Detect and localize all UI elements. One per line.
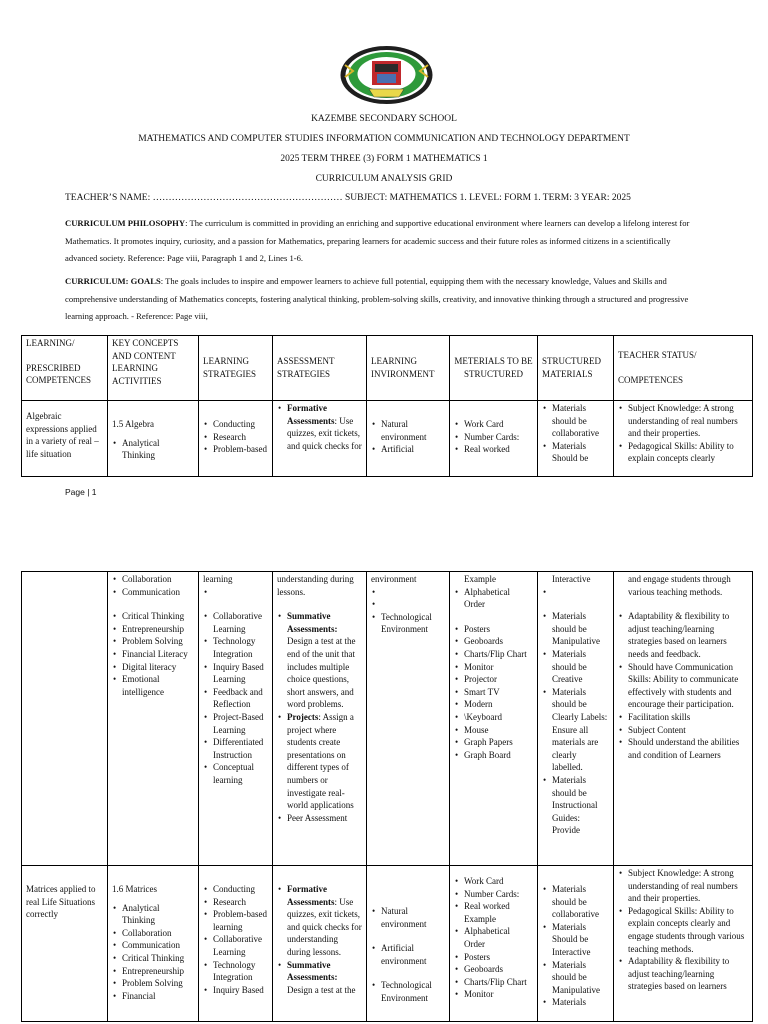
list-item: • Entrepreneurship: [122, 965, 194, 978]
list-item: • Adaptability & flexibility to adjust teaching/learning strategies based on learners needs and feedback.: [628, 610, 748, 660]
table-row: [22, 572, 753, 866]
list-item: • Research: [213, 431, 268, 444]
list-item: • Collaboration: [122, 573, 194, 586]
list-item: • \Keyboard: [464, 711, 533, 724]
department-name: MATHEMATICS AND COMPUTER STUDIES INFORMATION COMMUNICATION AND TECHNOLOGY DEPARTMENT: [138, 134, 630, 144]
term-heading: 2025 TERM THREE (3) FORM 1 MATHEMATICS 1: [280, 154, 488, 164]
list-item: • Pedagogical Skills: Ability to explain concepts clearly: [628, 440, 748, 465]
goals-text: : The goals includes to inspire and empower learners to achieve full potential, equipping them with the necessary knowledge, Values and Skills and comprehensive understanding of Mathematics concepts, fostering analytical thinking, problem-solving skills, creativity, and innovative thinking through a structured and progressive learning approach. - Reference: Page viii,: [65, 276, 689, 321]
school-crest-logo: [339, 45, 434, 105]
col-header-structured-materials: STRUCTURED MATERIALS: [538, 336, 614, 401]
concept-list: [112, 437, 194, 462]
list-item: • Subject Knowledge: A strong understanding of real numbers and their properties.: [628, 402, 748, 440]
assessment-list: [277, 883, 362, 996]
list-item: • Problem Solving: [122, 635, 194, 648]
concept-title: 1.6 Matrices: [112, 884, 157, 894]
list-item: • Charts/Flip Chart: [464, 648, 533, 661]
structured-list: [542, 402, 609, 465]
list-item: • Inquiry Based: [213, 984, 268, 997]
assessment-continued: understanding during lessons.: [277, 574, 354, 597]
list-item: [381, 598, 445, 611]
table-row: [22, 401, 753, 477]
competence-text: Algebraic expressions applied in a variety of real – life situation: [26, 411, 99, 459]
teacher-list: [618, 402, 748, 465]
curriculum-philosophy: [65, 215, 705, 268]
list-item: • Modern: [464, 698, 533, 711]
col-header-key-concepts: KEY CONCEPTS AND CONTENT LEARNING ACTIVITIES: [108, 336, 199, 401]
list-item: • Natural environment: [381, 905, 445, 930]
list-item: • Alphabetical Order: [464, 925, 533, 950]
list-item: • Conducting: [213, 418, 268, 431]
list-item: • Collaboration: [122, 927, 194, 940]
list-item: [213, 586, 268, 599]
list-item: • Conducting: [213, 883, 268, 896]
list-item: • Summative Assessments: Design a test at the: [287, 959, 362, 997]
list-item: • Emotional intelligence: [122, 673, 194, 698]
strategy-list: [203, 418, 268, 456]
environment-continued: environment: [371, 574, 417, 584]
list-item: • Technological Environment: [381, 979, 445, 1004]
materials-list: [454, 875, 533, 1001]
list-item: • Technology Integration: [213, 635, 268, 660]
list-item: • Problem Solving: [122, 977, 194, 990]
list-item: • Materials: [552, 996, 609, 1009]
col-header-assessment-strategies: ASSESSMENT STRATEGIES: [273, 336, 367, 401]
list-item: • Technological Environment: [381, 611, 445, 636]
col-header-materials: METERIALS TO BE STRUCTURED: [450, 336, 538, 401]
list-item: • Posters: [464, 951, 533, 964]
list-item: • Graph Board: [464, 749, 533, 762]
list-item: • Problem-based learning: [213, 908, 268, 933]
list-item: • Technology Integration: [213, 959, 268, 984]
col-header-teacher-status: TEACHER STATUS/ COMPETENCES: [614, 336, 753, 401]
goals-label: CURRICULUM: GOALS: [65, 276, 161, 286]
grid-header-row: [22, 336, 753, 401]
school-name: KAZEMBE SECONDARY SCHOOL: [311, 114, 457, 124]
list-item: • Feedback and Reflection: [213, 686, 268, 711]
curriculum-goals: [65, 273, 705, 326]
list-item: • Should understand the abilities and condition of Learners: [628, 736, 748, 761]
list-item: • Smart TV: [464, 686, 533, 699]
list-item: • Materials should be collaborative: [552, 883, 609, 921]
teacher-list: [618, 867, 748, 993]
list-item: • Collaborative Learning: [213, 610, 268, 635]
strategy-list: [203, 883, 268, 996]
list-item: • Problem-based: [213, 443, 268, 456]
list-item: • Conceptual learning: [213, 761, 268, 786]
list-item: • Communication: [122, 586, 194, 599]
strategy-continued: learning: [203, 574, 233, 584]
list-item: • Work Card: [464, 418, 533, 431]
assessment-list: [277, 610, 362, 824]
list-item: • Materials should be Clearly Labels: Ensure all materials are clearly labelled.: [552, 686, 609, 774]
structured-list: [542, 610, 609, 837]
col-header-learning-environment: LEARNING INVIRONMENT: [367, 336, 450, 401]
structured-list: [542, 883, 609, 1009]
list-item: • Summative Assessments: Design a test at the end of the unit that includes multiple choice questions, short answers, and word problems.: [287, 610, 362, 711]
concept-list: [112, 573, 194, 598]
concept-list: [112, 902, 194, 1003]
philosophy-text: : The curriculum is committed in providing an enriching and supportive educational environment where learners can develop a lifelong interest for Mathematics. It promotes inquiry, curiosity, and a passion for Mathematics, preparing learners for academic success and their future roles as informed citizens in a scientifically advanced society. Reference: Page viii, Paragraph 1 and 2, Lines 1-6.: [65, 218, 690, 263]
col-header-competences: LEARNING/ PRESCRIBED COMPETENCES: [22, 336, 108, 401]
list-item: • Differentiated Instruction: [213, 736, 268, 761]
list-item: • Number Cards:: [464, 888, 533, 901]
list-item: • Mouse: [464, 724, 533, 737]
list-item: • Real worked: [464, 443, 533, 456]
list-item: • Entrepreneurship: [122, 623, 194, 636]
list-item: • Artificial environment: [381, 942, 445, 967]
list-item: • Number Cards:: [464, 431, 533, 444]
curriculum-grid-page-two: [21, 571, 753, 1022]
concept-title: 1.5 Algebra: [112, 419, 154, 429]
list-item: • Work Card: [464, 875, 533, 888]
list-item: • Inquiry Based Learning: [213, 661, 268, 686]
list-item: • Subject Knowledge: A strong understanding of real numbers and their properties.: [628, 867, 748, 905]
list-item: • Formative Assessments: Use quizzes, exit tickets, and quick checks for: [287, 402, 362, 452]
materials-list: [454, 623, 533, 762]
list-item: • Formative Assessments: Use quizzes, exit tickets, and quick checks for understanding during lessons.: [287, 883, 362, 959]
list-item: • Pedagogical Skills: Ability to explain concepts clearly and engage students through various teaching methods.: [628, 905, 748, 955]
list-item: • Projector: [464, 673, 533, 686]
list-item: • Materials should be Manipulative: [552, 959, 609, 997]
list-item: • Research: [213, 896, 268, 909]
environment-list: [371, 611, 445, 636]
list-item: • Facilitation skills: [628, 711, 748, 724]
list-item: • Financial Literacy: [122, 648, 194, 661]
teacher-continued: and engage students through various teaching methods.: [628, 574, 731, 597]
list-item: • Artificial: [381, 443, 445, 456]
list-item: • Geoboards: [464, 635, 533, 648]
list-item: • Analytical Thinking: [122, 902, 194, 927]
environment-list: [371, 905, 445, 1005]
page-number: Page | 1: [65, 487, 97, 497]
table-row: [22, 866, 753, 1022]
environment-list: [371, 418, 445, 456]
list-item: • Collaborative Learning: [213, 933, 268, 958]
list-item: • Peer Assessment: [287, 812, 362, 825]
list-item: • Critical Thinking: [122, 952, 194, 965]
list-item: [381, 586, 445, 599]
materials-continued: Example: [464, 574, 496, 584]
list-item: • Materials should be Manipulative: [552, 610, 609, 648]
concept-list: [112, 610, 194, 698]
materials-list: [454, 418, 533, 456]
list-item: [552, 586, 609, 599]
list-item: • Subject Content: [628, 724, 748, 737]
list-item: • Digital literacy: [122, 661, 194, 674]
list-item: • Graph Papers: [464, 736, 533, 749]
list-item: • Materials Should be Interactive: [552, 921, 609, 959]
col-header-learning-strategies: LEARNING STRATEGIES: [199, 336, 273, 401]
list-item: • Should have Communication Skills: Ability to communicate effectively with students and encourage their participation.: [628, 661, 748, 711]
teacher-list: [618, 610, 748, 761]
list-item: • Financial: [122, 990, 194, 1003]
list-item: • Communication: [122, 939, 194, 952]
list-item: • Adaptability & flexibility to adjust teaching/learning strategies based on learners: [628, 955, 748, 993]
philosophy-label: CURRICULUM PHILOSOPHY: [65, 218, 186, 228]
list-item: • Projects: Assign a project where students create presentations on different types of numbers or investigate real-world applications: [287, 711, 362, 812]
curriculum-grid-page-one: [21, 335, 753, 477]
teacher-info-line: TEACHER’S NAME: …………………………………………………… SUBJECT: MATHEMATICS 1. LEVEL: FORM 1. TERM: 3 YEAR: 2025: [65, 193, 631, 203]
page-one: [0, 0, 768, 510]
list-item: • Natural environment: [381, 418, 445, 443]
strategy-list: [203, 610, 268, 786]
list-item: • Monitor: [464, 661, 533, 674]
list-item: • Critical Thinking: [122, 610, 194, 623]
assessment-list: [277, 402, 362, 452]
list-item: • Project-Based Learning: [213, 711, 268, 736]
document-title: CURRICULUM ANALYSIS GRID: [315, 174, 453, 184]
list-item: • Posters: [464, 623, 533, 636]
structured-continued: Interactive: [552, 574, 591, 584]
list-item: • Materials should be Creative: [552, 648, 609, 686]
list-item: • Materials should be Instructional Guides: Provide: [552, 774, 609, 837]
list-item: • Materials should be collaborative: [552, 402, 609, 440]
materials-list: [454, 586, 533, 611]
list-item: • Geoboards: [464, 963, 533, 976]
list-item: • Alphabetical Order: [464, 586, 533, 611]
list-item: • Charts/Flip Chart: [464, 976, 533, 989]
list-item: • Materials Should be: [552, 440, 609, 465]
list-item: • Analytical Thinking: [122, 437, 194, 462]
competence-text: Matrices applied to real Life Situations correctly: [26, 884, 96, 920]
list-item: • Real worked Example: [464, 900, 533, 925]
list-item: • Monitor: [464, 988, 533, 1001]
